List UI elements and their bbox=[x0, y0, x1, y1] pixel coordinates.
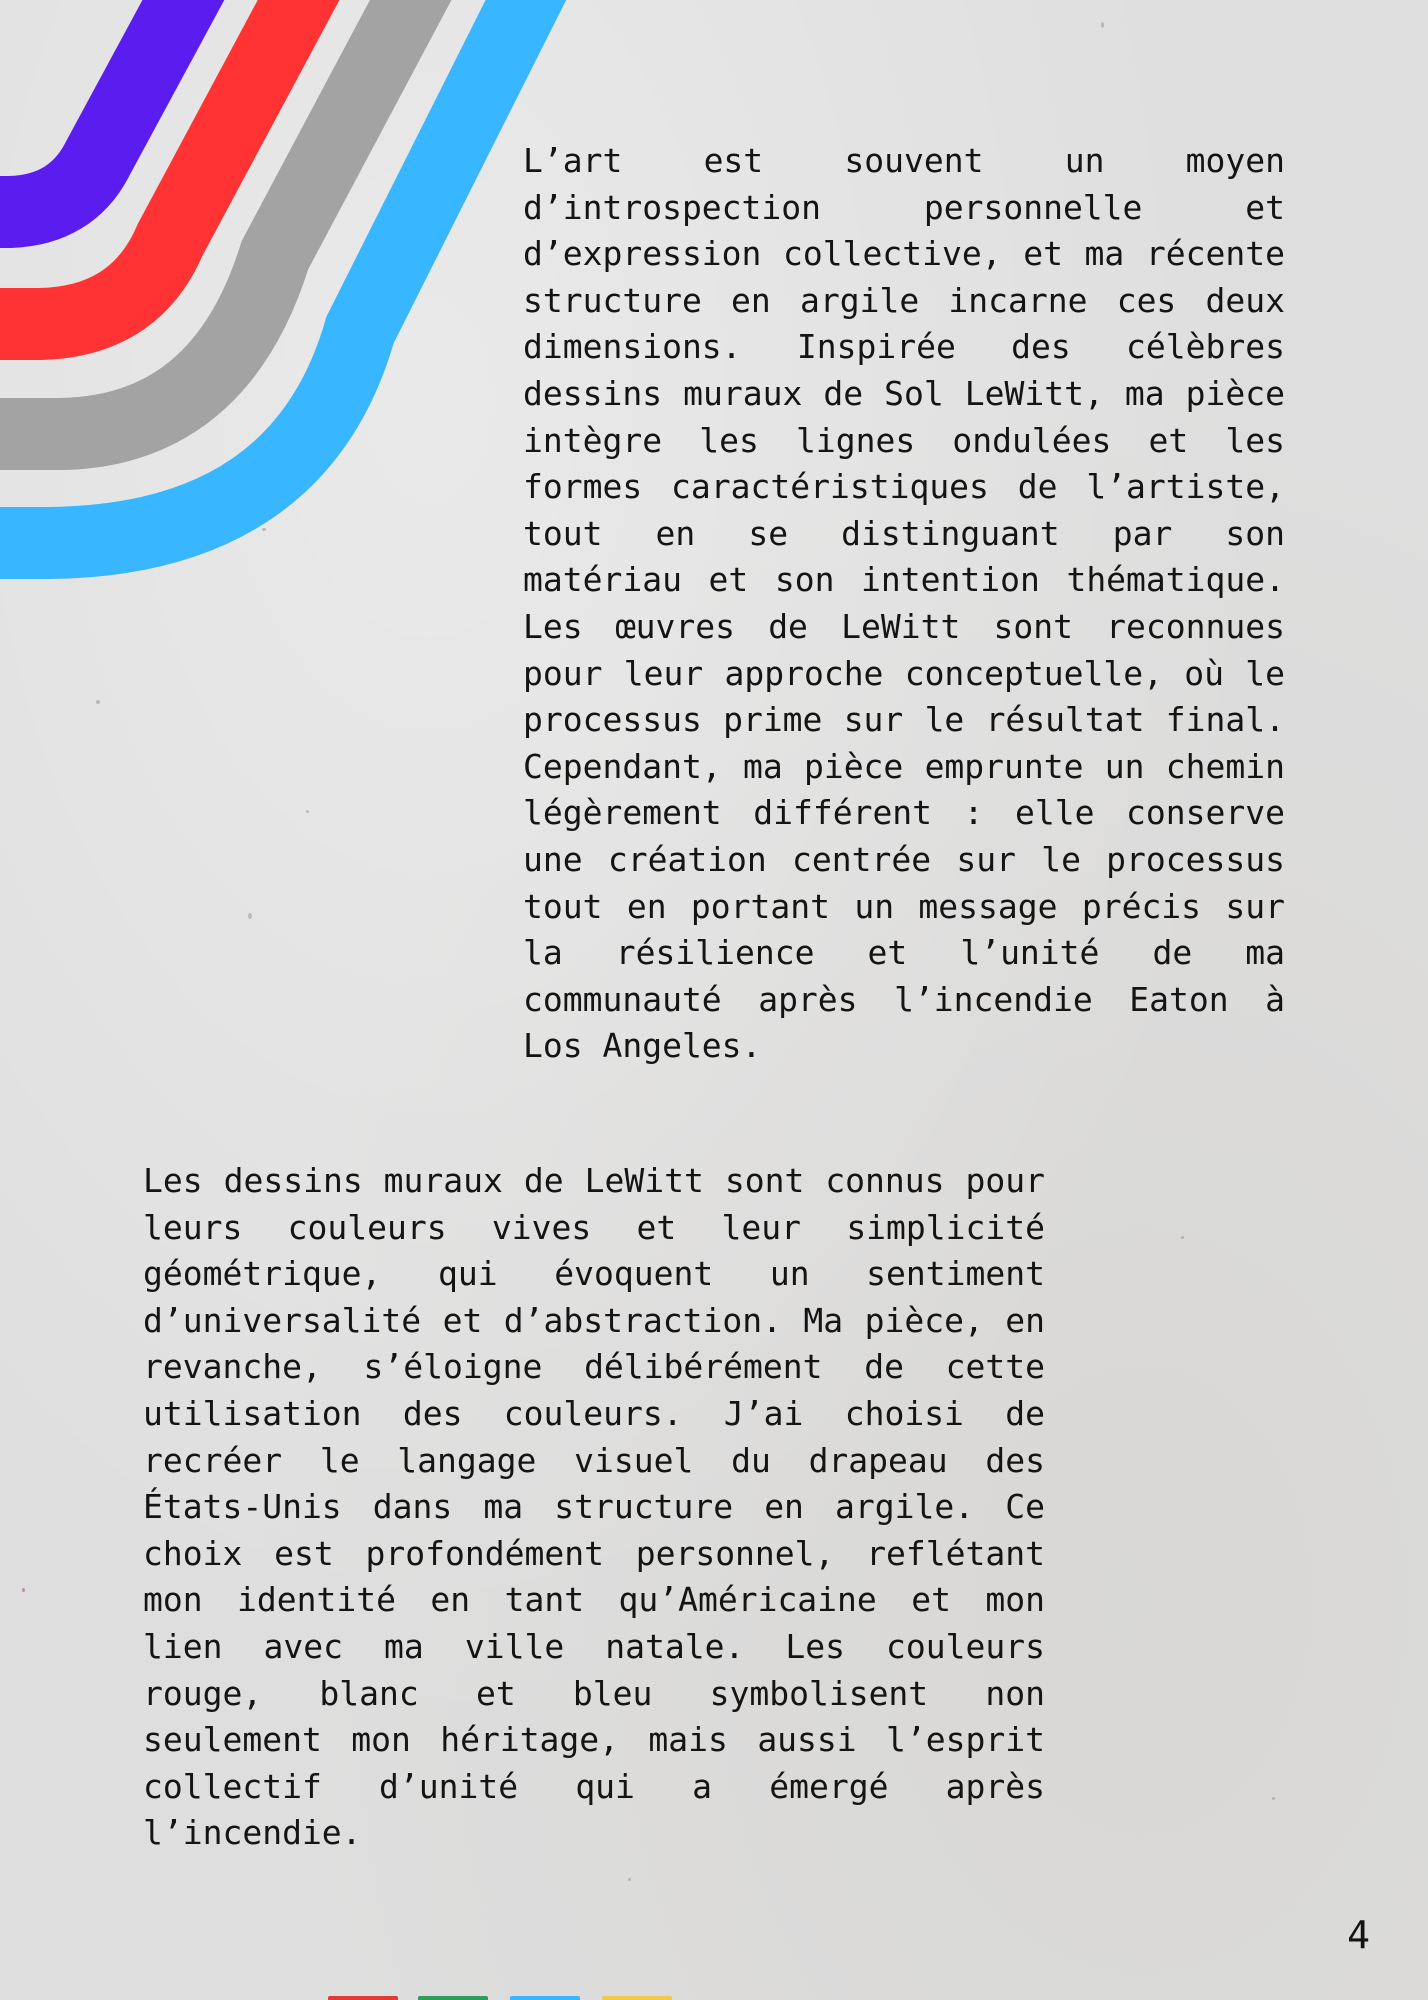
footer-color-strip bbox=[328, 1996, 398, 2000]
paper-speck bbox=[1272, 1797, 1275, 1800]
paper-speck bbox=[248, 913, 252, 919]
paragraph-flag-colors: Les dessins muraux de LeWitt sont connus pour leurs couleurs vives et leur simplicité géométrique, qui évoquent un sentiment d’universalité et d’abstraction. Ma pièce, en revanche, s’éloigne délibérément de cette utilisation des couleurs. J’ai choisi de recréer le langage visuel du drapeau des États-Unis dans ma structure en argile. Ce choix est profondément personnel, reflétant mon identité en tant qu’Américaine et mon lien avec ma ville natale. Les couleurs rouge, blanc et bleu symbolisent non seulement mon héritage, mais aussi l’esprit collectif d’unité qui a émergé après l’incendie. bbox=[143, 1161, 1045, 1853]
paper-speck bbox=[1181, 1236, 1184, 1239]
footer-color-strip bbox=[418, 1996, 488, 2000]
paper-speck bbox=[96, 700, 100, 704]
paragraph-lewitt-inspiration: L’art est souvent un moyen d’introspection personnelle et d’expression collective, et ma récente structure en argile incarne ces deux dimensions. Inspirée des célèbres dessins muraux de Sol LeWitt, ma pièce intègre les lignes ondulées et les formes caractéristiques de l’artiste, tout en se distinguant par son matériau et son intention thématique. Les œuvres de LeWitt sont reconnues pour leur approche conceptuelle, où le processus prime sur le résultat final. Cependant, ma pièce emprunte un chemin légèrement différent : elle conserve une création centrée sur le processus tout en portant un message précis sur la résilience et l’unité de ma communauté après l’incendie Eaton à Los Angeles. bbox=[523, 141, 1285, 1066]
paper-speck bbox=[22, 1588, 25, 1592]
footer-color-strip bbox=[602, 1996, 672, 2000]
paper-speck bbox=[1101, 22, 1104, 28]
paper-speck bbox=[306, 810, 309, 813]
paper-speck bbox=[628, 1878, 631, 1881]
lewitt-stripes-decoration bbox=[0, 0, 600, 600]
footer-color-strip bbox=[510, 1996, 580, 2000]
page-number: 4 bbox=[1347, 1913, 1370, 1957]
